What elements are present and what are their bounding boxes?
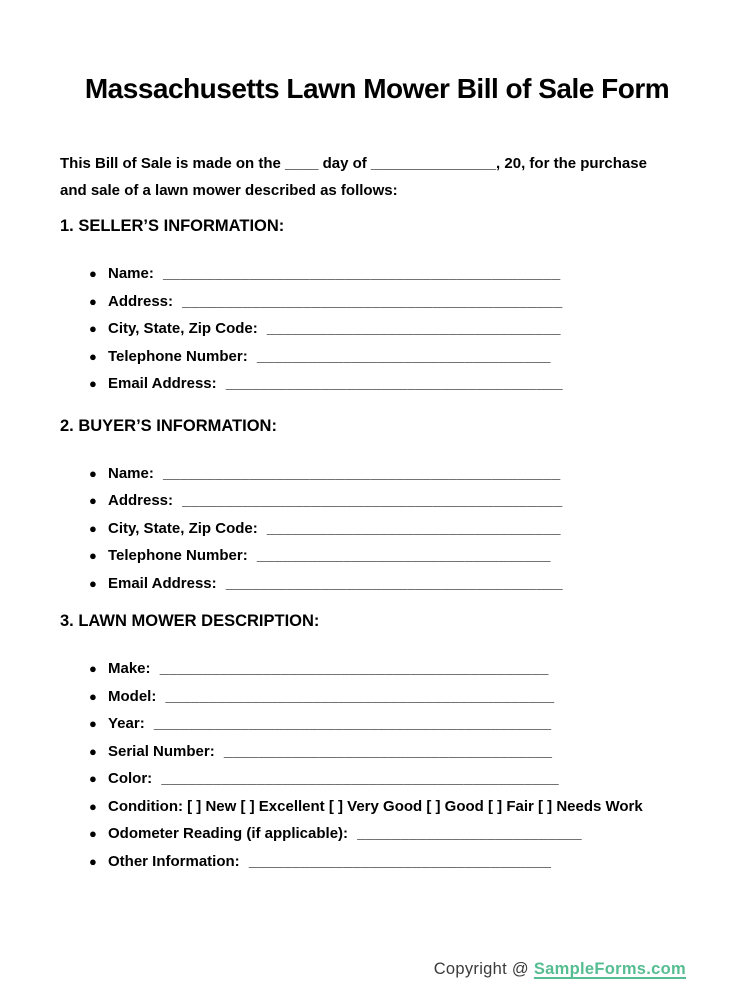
field-buyer-telephone: [60, 542, 754, 570]
field-seller-city-state-zip: [60, 315, 754, 343]
blank-line: ______________________________________________: [161, 770, 559, 787]
blank-line: ______________________________________________: [163, 464, 561, 482]
field-label: Name:: [108, 464, 154, 482]
bullet-icon: ●: [89, 465, 97, 481]
field-label: Condition: [ ] New [ ] Excellent [ ] Very Good [ ] Good [ ] Fair [ ] Needs Work: [108, 797, 643, 815]
field-label: City, State, Zip Code:: [108, 320, 258, 337]
seller-fields-list: [0, 260, 754, 398]
intro-line: and sale of a lawn mower described as follows:: [60, 182, 398, 199]
field-label: City, State, Zip Code:: [108, 519, 258, 537]
field-label: Address:: [108, 292, 174, 310]
field-year: [60, 710, 754, 738]
intro-paragraph: [60, 150, 694, 204]
buyer-fields-list: [0, 460, 754, 598]
field-condition-checkboxes: [60, 793, 754, 821]
field-label: Model:: [108, 687, 157, 705]
field-buyer-name: [60, 460, 754, 488]
blank-line: __________________________________: [266, 519, 561, 537]
field-label: Color:: [108, 770, 153, 787]
field-label: Address:: [108, 492, 174, 509]
field-seller-address: [60, 288, 754, 316]
blank-line: ______________________________________________: [153, 715, 552, 732]
bullet-icon: ●: [89, 798, 97, 814]
blank-line: __________________________________: [256, 347, 551, 365]
mower-fields-list: [0, 655, 754, 875]
blank-line: _____________________________________________: [159, 660, 549, 677]
field-label: Email Address:: [108, 375, 217, 392]
bullet-icon: ●: [89, 743, 97, 759]
section-heading-mower: 3. LAWN MOWER DESCRIPTION:: [60, 612, 320, 630]
blank-line: __________________________________: [256, 547, 551, 564]
blank-line: __________________________________: [266, 320, 561, 337]
field-buyer-email: [60, 570, 754, 598]
field-seller-email: [60, 370, 754, 398]
blank-line: ______________________________________: [223, 742, 553, 760]
blank-line: _____________________________________________: [165, 687, 555, 705]
field-label: Odometer Reading (if applicable):: [108, 825, 349, 842]
field-label: Telephone Number:: [108, 547, 248, 564]
blank-line: _______________________________________: [225, 574, 563, 592]
bullet-icon: ●: [89, 661, 97, 676]
sampleforms-link[interactable]: SampleForms.com: [533, 960, 686, 978]
section-lawn-mower-description: [0, 611, 754, 875]
bullet-icon: ●: [89, 293, 97, 309]
field-make: [60, 655, 754, 683]
bullet-icon: ●: [89, 716, 97, 731]
field-color: [60, 765, 754, 793]
field-label: Other Information:: [108, 852, 240, 870]
field-seller-name: [60, 260, 754, 288]
bullet-icon: ●: [89, 853, 97, 869]
bullet-icon: ●: [89, 321, 97, 336]
section-heading-seller: 1. SELLER’S INFORMATION:: [60, 217, 285, 235]
section-seller-information: [0, 216, 754, 398]
bullet-icon: ●: [89, 826, 97, 841]
blank-line: ____________________________________________: [182, 292, 563, 310]
field-buyer-city-state-zip: [60, 515, 754, 543]
field-seller-telephone: [60, 343, 754, 371]
field-buyer-address: [60, 487, 754, 515]
field-other-information: [60, 848, 754, 876]
field-serial-number: [60, 738, 754, 766]
bullet-icon: ●: [89, 348, 97, 364]
section-heading-buyer: 2. BUYER’S INFORMATION:: [60, 416, 277, 435]
blank-line: ___________________________________: [248, 852, 552, 870]
bullet-icon: ●: [89, 688, 97, 704]
field-label: Make:: [108, 660, 151, 677]
bullet-icon: ●: [89, 548, 97, 563]
field-label: Telephone Number:: [108, 347, 248, 365]
field-label: Serial Number:: [108, 742, 215, 760]
blank-line: ______________________________________________: [163, 265, 561, 282]
field-label: Name:: [108, 265, 154, 282]
bullet-icon: ●: [89, 266, 97, 281]
field-label: Email Address:: [108, 574, 217, 592]
bullet-icon: ●: [89, 376, 97, 391]
field-label: Year:: [108, 715, 145, 732]
section-buyer-information: [0, 416, 754, 598]
blank-line: ____________________________________________: [182, 492, 563, 509]
bullet-icon: ●: [89, 520, 97, 536]
intro-line: This Bill of Sale is made on the ____ day of _______________, 20, for the purchase: [60, 155, 647, 172]
bullet-icon: ●: [89, 575, 97, 591]
field-odometer-reading: [60, 820, 754, 848]
blank-line: __________________________: [357, 825, 582, 842]
field-model: [60, 683, 754, 711]
footer: [434, 960, 686, 979]
page-title: Massachusetts Lawn Mower Bill of Sale Form: [84, 73, 670, 104]
bullet-icon: ●: [89, 771, 97, 786]
bullet-icon: ●: [89, 493, 97, 508]
blank-line: _______________________________________: [225, 375, 563, 392]
copyright-text: Copyright @: [433, 960, 529, 978]
